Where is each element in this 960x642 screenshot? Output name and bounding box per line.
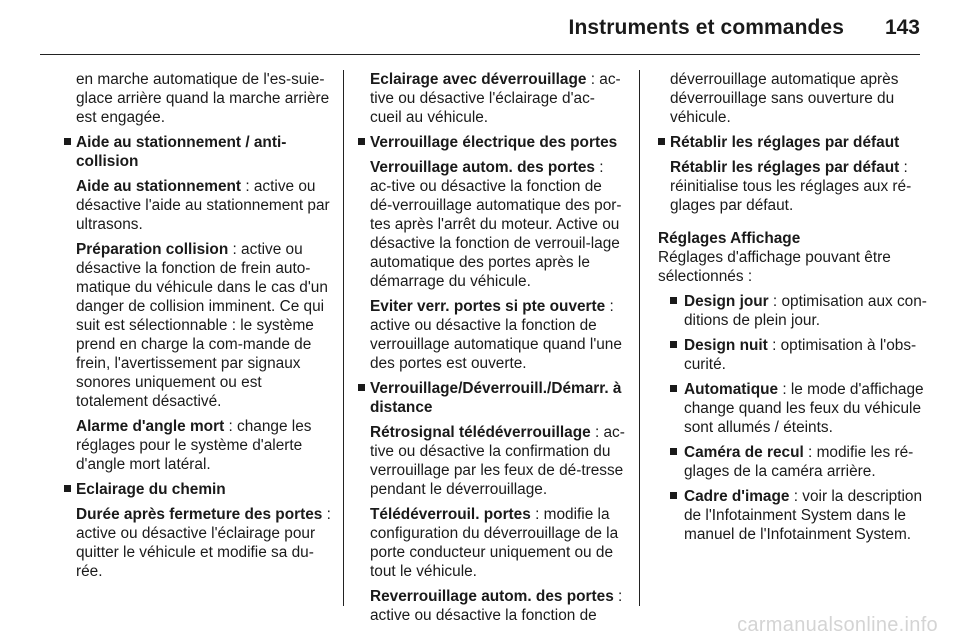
- term-label: Design nuit: [684, 337, 768, 354]
- term-label: Préparation collision: [76, 241, 229, 258]
- paragraph: [370, 423, 626, 499]
- paragraph: [370, 505, 626, 581]
- term-text: : ac-tive ou désactive la confirmation du verrouillage par les feux de dé-tresse pendant le déverrouillage.: [370, 424, 625, 498]
- section-heading: Réglages Affichage: [658, 230, 801, 247]
- paragraph: [76, 177, 336, 234]
- list-item: [670, 443, 930, 481]
- bullet-square-icon: [358, 384, 365, 391]
- term-text: : réinitialise tous les réglages aux ré-glages par défaut.: [670, 159, 912, 214]
- term-label: Rétablir les réglages par défaut: [670, 159, 900, 176]
- page-header: [0, 0, 960, 54]
- bullet-square-icon: [670, 385, 677, 392]
- paragraph: [76, 505, 336, 581]
- paragraph: [370, 587, 626, 625]
- page-title: Instruments et commandes: [568, 16, 844, 39]
- term-label: Automatique: [684, 381, 779, 398]
- bullet-distance: [358, 379, 626, 417]
- bullet-square-icon: [670, 448, 677, 455]
- term-text: : ac-tive ou désactive la fonction de dé-verrouillage automatique des por-tes après l'arrêt du moteur. Active ou désactive la fonction de verrouil-lage automatique des portes après le démarrage du véhicule.: [370, 159, 622, 290]
- column-2: [358, 70, 626, 631]
- term-label: Télédéverrouil. portes: [370, 506, 531, 523]
- term-label: Aide au stationnement: [76, 178, 242, 195]
- bullet-title: Verrouillage/Déverrouill./Démarr. à distance: [370, 380, 622, 416]
- term-label: Design jour: [684, 293, 769, 310]
- paragraph: [370, 158, 626, 291]
- term-text: : active ou désactive l'aide au stationnement par ultrasons.: [76, 178, 330, 233]
- term-label: Alarme d'angle mort: [76, 418, 225, 435]
- term-label: Cadre d'image: [684, 488, 790, 505]
- term-label: Eclairage avec déverrouillage: [370, 71, 587, 88]
- column-divider-1: [343, 70, 344, 606]
- watermark: carmanualsonline.info: [737, 614, 938, 636]
- paragraph: Réglages d'affichage pouvant être sélectionnés :: [658, 249, 891, 285]
- term-label: Caméra de recul: [684, 444, 804, 461]
- column-3: [658, 70, 930, 550]
- list-item: [670, 487, 930, 544]
- term-text: : optimisation aux con-ditions de plein jour.: [684, 293, 927, 329]
- paragraph: en marche automatique de l'es-suie-glace arrière quand la marche arrière est engagée.: [76, 71, 330, 126]
- paragraph: déverrouillage automatique après déverrouillage sans ouverture du véhicule.: [670, 71, 899, 126]
- term-text: : optimisation à l'obs-curité.: [684, 337, 917, 373]
- bullet-square-icon: [670, 492, 677, 499]
- term-text: : active ou désactive la fonction de: [370, 588, 623, 624]
- paragraph: [670, 158, 930, 215]
- page-number: 143: [884, 16, 920, 39]
- bullet-title: Rétablir les réglages par défaut: [670, 134, 900, 151]
- term-text: : change les réglages pour le système d'alerte d'angle mort latéral.: [76, 418, 312, 473]
- header-divider: [40, 54, 920, 55]
- bullet-square-icon: [64, 138, 71, 145]
- bullet-square-icon: [670, 297, 677, 304]
- bullet-chemin: [64, 480, 336, 499]
- term-label: Verrouillage autom. des portes: [370, 159, 595, 176]
- bullet-reset: [658, 133, 930, 152]
- term-text: : modifie la configuration du déverrouillage de la porte conducteur uniquement ou de tout le véhicule.: [370, 506, 619, 580]
- term-text: : modifie les ré-glages de la caméra arrière.: [684, 444, 914, 480]
- list-item: [670, 292, 930, 330]
- bullet-square-icon: [670, 341, 677, 348]
- term-text: : active ou désactive la fonction de verrouillage automatique quand l'une des portes est ouverte.: [370, 298, 622, 372]
- term-text: : active ou désactive l'éclairage pour quitter le véhicule et modifie sa du-rée.: [76, 506, 331, 580]
- term-text: : voir la description de l'Infotainment System dans le manuel de l'Infotainment System.: [684, 488, 923, 543]
- bullet-square-icon: [658, 138, 665, 145]
- paragraph: [76, 417, 336, 474]
- paragraph: [370, 297, 626, 373]
- bullet-square-icon: [358, 138, 365, 145]
- term-label: Reverrouillage autom. des portes: [370, 588, 614, 605]
- term-label: Rétrosignal télédéverrouillage: [370, 424, 591, 441]
- term-text: : ac-tive ou désactive l'éclairage d'ac-cueil au véhicule.: [370, 71, 621, 126]
- bullet-title: Aide au stationnement / anti-collision: [76, 134, 287, 170]
- term-text: : le mode d'affichage change quand les feux du véhicule sont allumés / éteints.: [684, 381, 924, 436]
- term-label: Durée après fermeture des portes: [76, 506, 323, 523]
- bullet-parking: [64, 133, 336, 171]
- bullet-title: Verrouillage électrique des portes: [370, 134, 618, 151]
- list-item: [670, 380, 930, 437]
- column-divider-2: [639, 70, 640, 606]
- bullet-verrouillage: [358, 133, 626, 152]
- term-text: : active ou désactive la fonction de frein auto-matique du véhicule dans le cas d'un danger de collision imminent. Ce qui suit est sélectionnable : le système prend en charge la com-mande de frein, l'avertissement par signaux sonores uniquement ou est totalement désactivé.: [76, 241, 328, 410]
- paragraph: [76, 240, 336, 411]
- bullet-square-icon: [64, 485, 71, 492]
- term-label: Eviter verr. portes si pte ouverte: [370, 298, 606, 315]
- paragraph: [370, 70, 626, 127]
- bullet-title: Eclairage du chemin: [76, 481, 226, 498]
- list-item: [670, 336, 930, 374]
- column-1: [64, 70, 336, 587]
